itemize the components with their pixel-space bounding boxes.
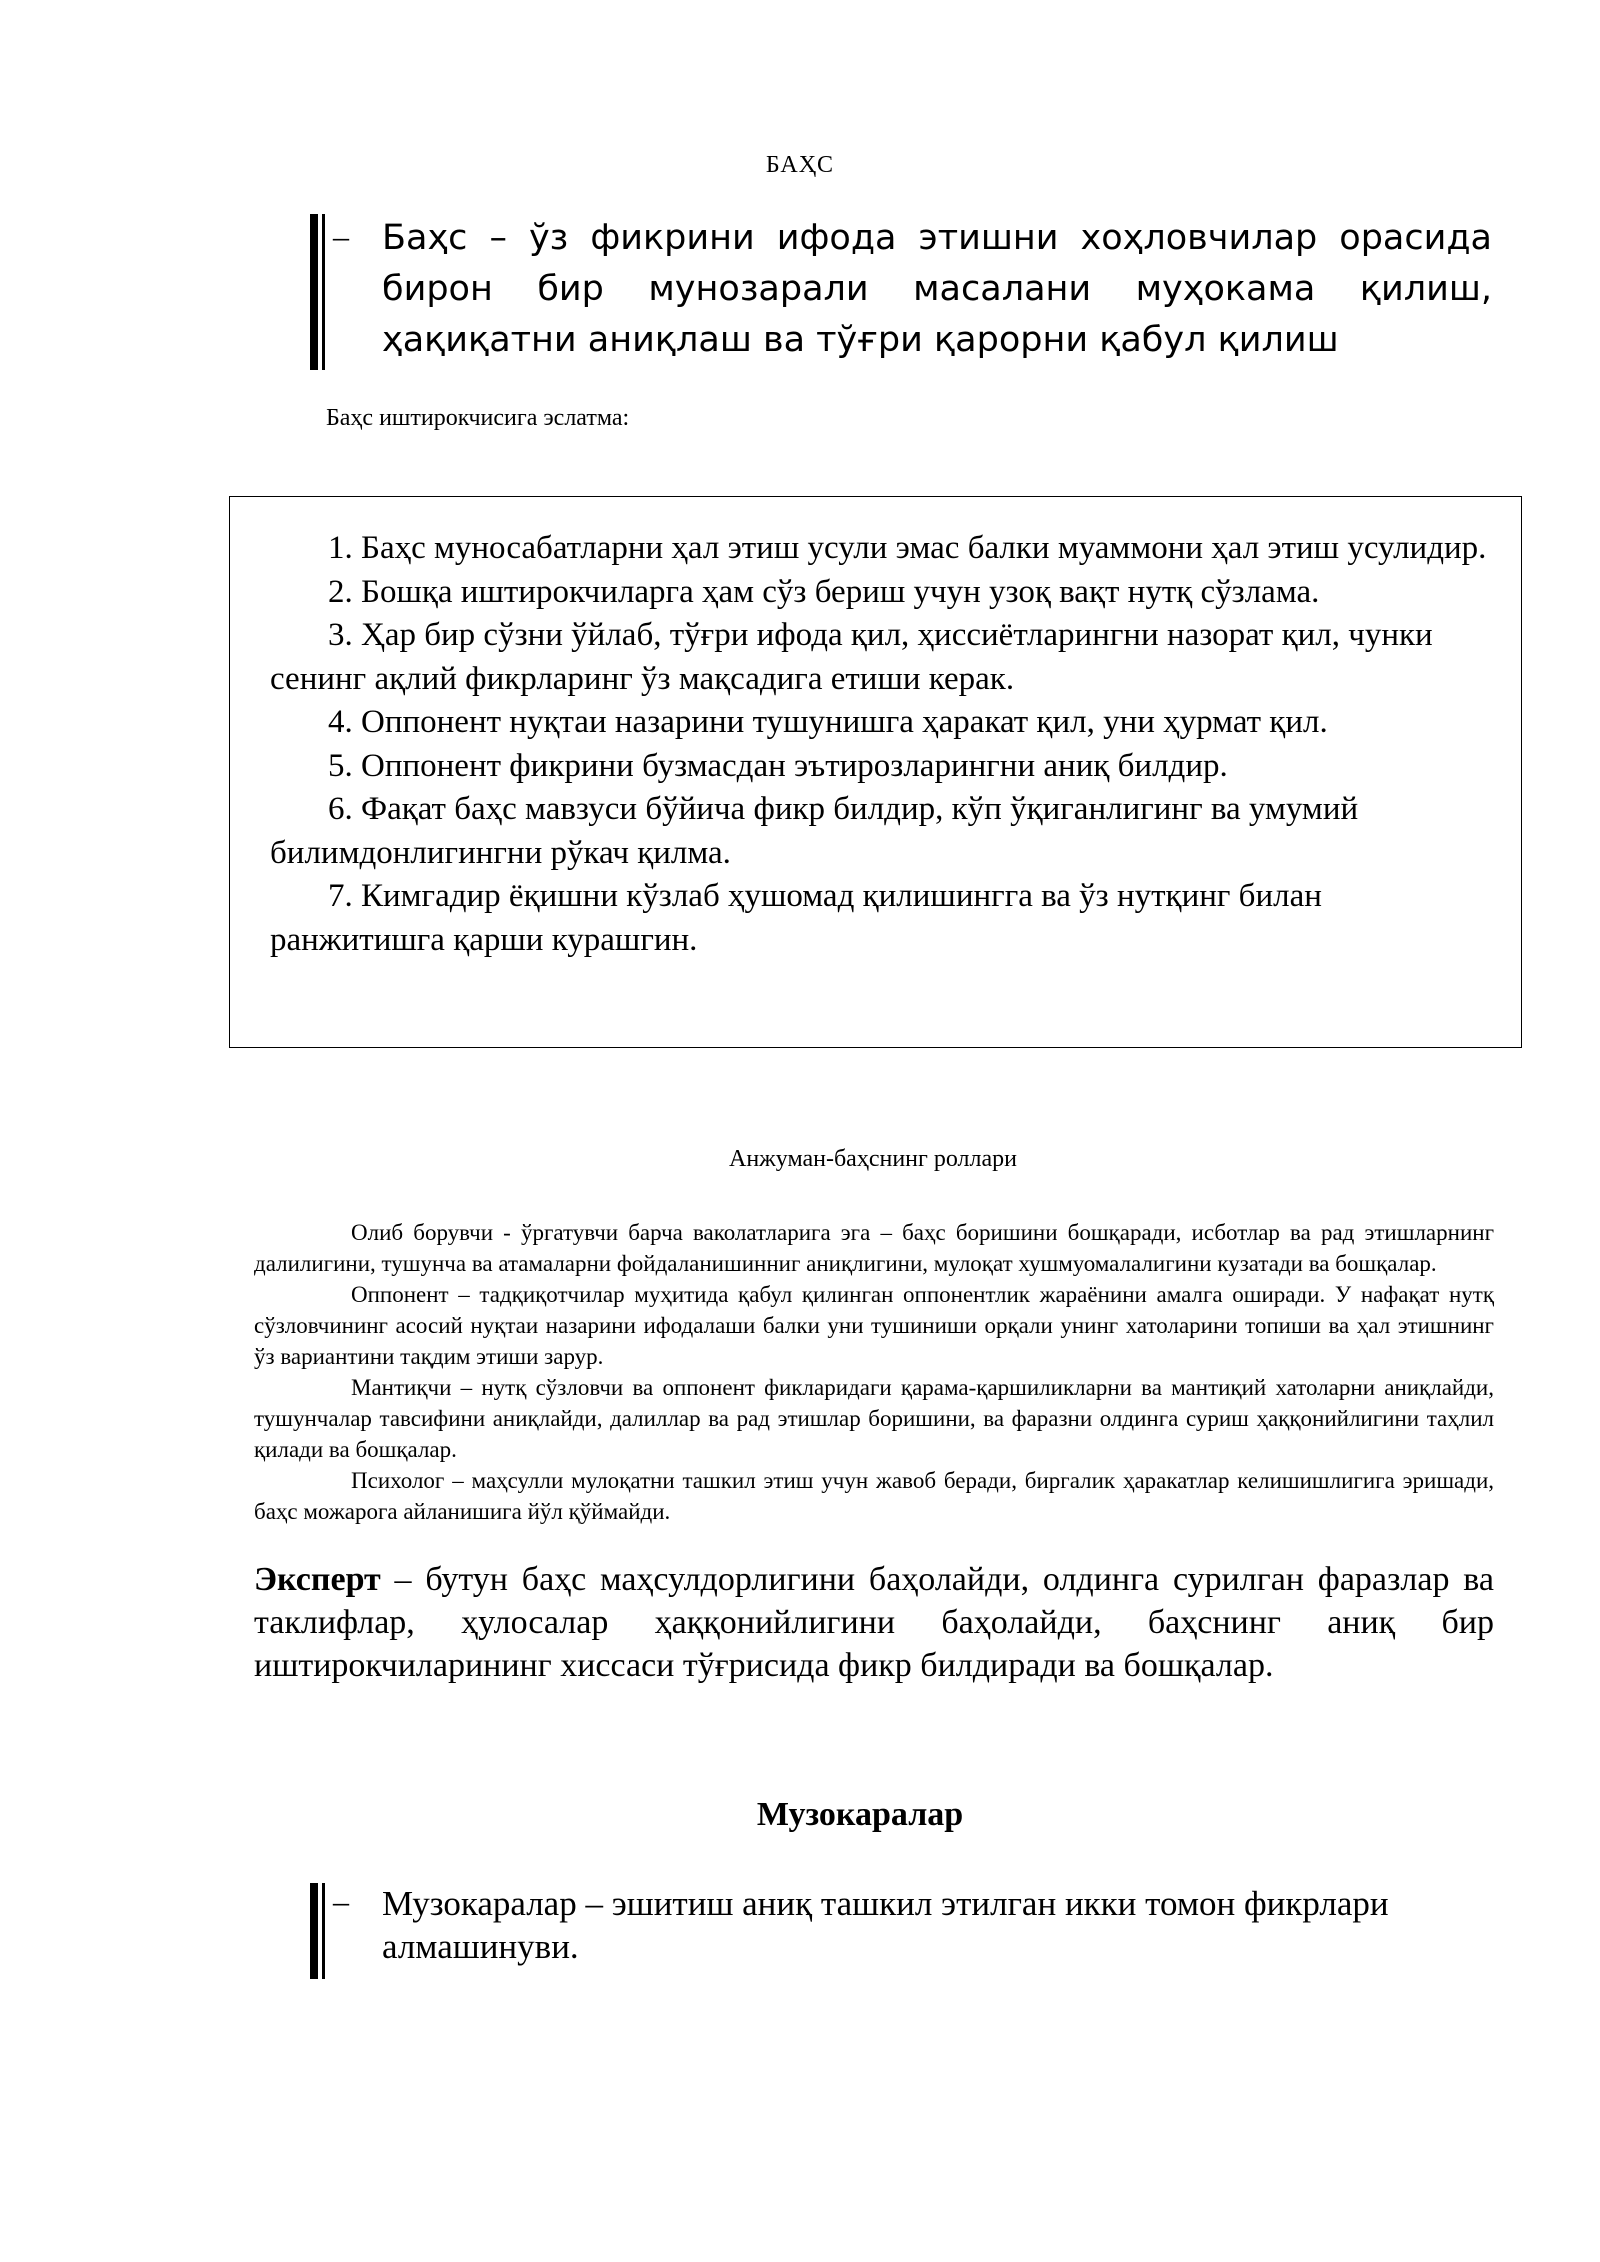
reminder-item: 1. Баҳс муносабатларни ҳал этиш усули эмас балки муаммони ҳал этиш усулидир.: [328, 530, 1487, 566]
expert-text: – бутун баҳс маҳсулдорлигини баҳолайди, олдинга сурилган фаразлар ва таклифлар, ҳулосалар ҳаққонийлигини баҳолайди, баҳснинг аниқ бир иштирокчиларининг хиссаси тўғрисида фикр билдиради ва бошқалар.: [254, 1561, 1494, 1684]
definition-bar: [310, 214, 330, 370]
reminder-item: 5. Оппонент фикрини бузмасдан эътирозларингни аниқ билдир.: [328, 747, 1228, 784]
definition-text: Баҳс – ўз фикрини ифода этишни хоҳловчилар орасида бирон бир мунозарали масалани муҳокама қилиш, ҳақиқатни аниқлаш ва тўғри қарорни қабул қилиш: [382, 218, 1492, 360]
reminder-item: 7. Кимгадир ёқишни кўзлаб ҳушомад қилишингга ва ўз нутқинг билан ранжитишга қарши курашгин.: [270, 878, 1322, 958]
discussion-dash: –: [333, 1883, 349, 1919]
reminder-item: 4. Оппонент нуқтаи назарини тушунишга ҳаракат қил, уни ҳурмат қил.: [328, 704, 1328, 740]
definition-dash: –: [333, 218, 349, 254]
reminder-item: 3. Ҳар бир сўзни ўйлаб, тўғри ифода қил, ҳиссиётларингни назорат қил, чунки сенинг ақлий фикрларинг ўз мақсадига етиши керак.: [270, 617, 1433, 697]
roles-list: [254, 1217, 1494, 1527]
reminder-box: [229, 496, 1522, 1048]
page-title: БАҲС: [765, 152, 835, 178]
role-paragraph: Мантиқчи – нутқ сўзловчи ва оппонент фикларидаги қарама-қаршиликларни ва мантиқий хатоларни аниқлайди, тушунчалар тавсифини аниқлайди, далиллар ва рад этишлар боришини, ва фаразни олдинга суриш ҳаққонийлигини таҳлил қилади ва бошқалар.: [254, 1375, 1494, 1462]
role-paragraph: Олиб борувчи - ўргатувчи барча ваколатларига эга – баҳс боришини бошқаради, исботлар ва рад этишларнинг далилигини, тушунча ва атамаларни фойдаланишинниг аниқлигини, мулоқат хушмуомалалигини кузатади ва бошқалар.: [254, 1220, 1494, 1276]
roles-heading: Анжуман-баҳснинг роллари: [729, 1146, 1017, 1172]
reminder-heading: Баҳс иштирокчисига эслатма:: [326, 405, 630, 431]
reminder-item: 2. Бошқа иштирокчиларга ҳам сўз бериш учун узоқ вақт нутқ сўзлама.: [328, 573, 1320, 610]
discussion-definition-text: Музокаралар – эшитиш аниқ ташкил этилган икки томон фикрлари алмашинуви.: [382, 1884, 1389, 1966]
reminder-list: [270, 527, 1495, 962]
expert-term: Эксперт: [254, 1561, 381, 1598]
expert-paragraph: [254, 1558, 1494, 1687]
reminder-item: 6. Фақат баҳс мавзуси бўйича фикр билдир, кўп ўқиганлигинг ва умумий билимдонлигингни рўкач қилма.: [270, 791, 1359, 871]
role-paragraph: Психолог – маҳсулли мулоқатни ташкил этиш учун жавоб беради, биргалик ҳаракатлар келишишлигига эришади, баҳс можарога айланишига йўл қўймайди.: [254, 1468, 1494, 1524]
role-paragraph: Оппонент – тадқиқотчилар муҳитида қабул қилинган оппонентлик жараёнини амалга оширади. У нафақат нутқ сўзловчининг асосий нуқтаи назарини ифодалаши балки уни тушиниши орқали унинг хатоларини топиши ва ҳал этишнинг ўз вариантини тақдим этиши зарур.: [254, 1282, 1494, 1369]
discussion-title: Музокаралар: [756, 1796, 964, 1833]
discussion-bar: [310, 1883, 330, 1979]
